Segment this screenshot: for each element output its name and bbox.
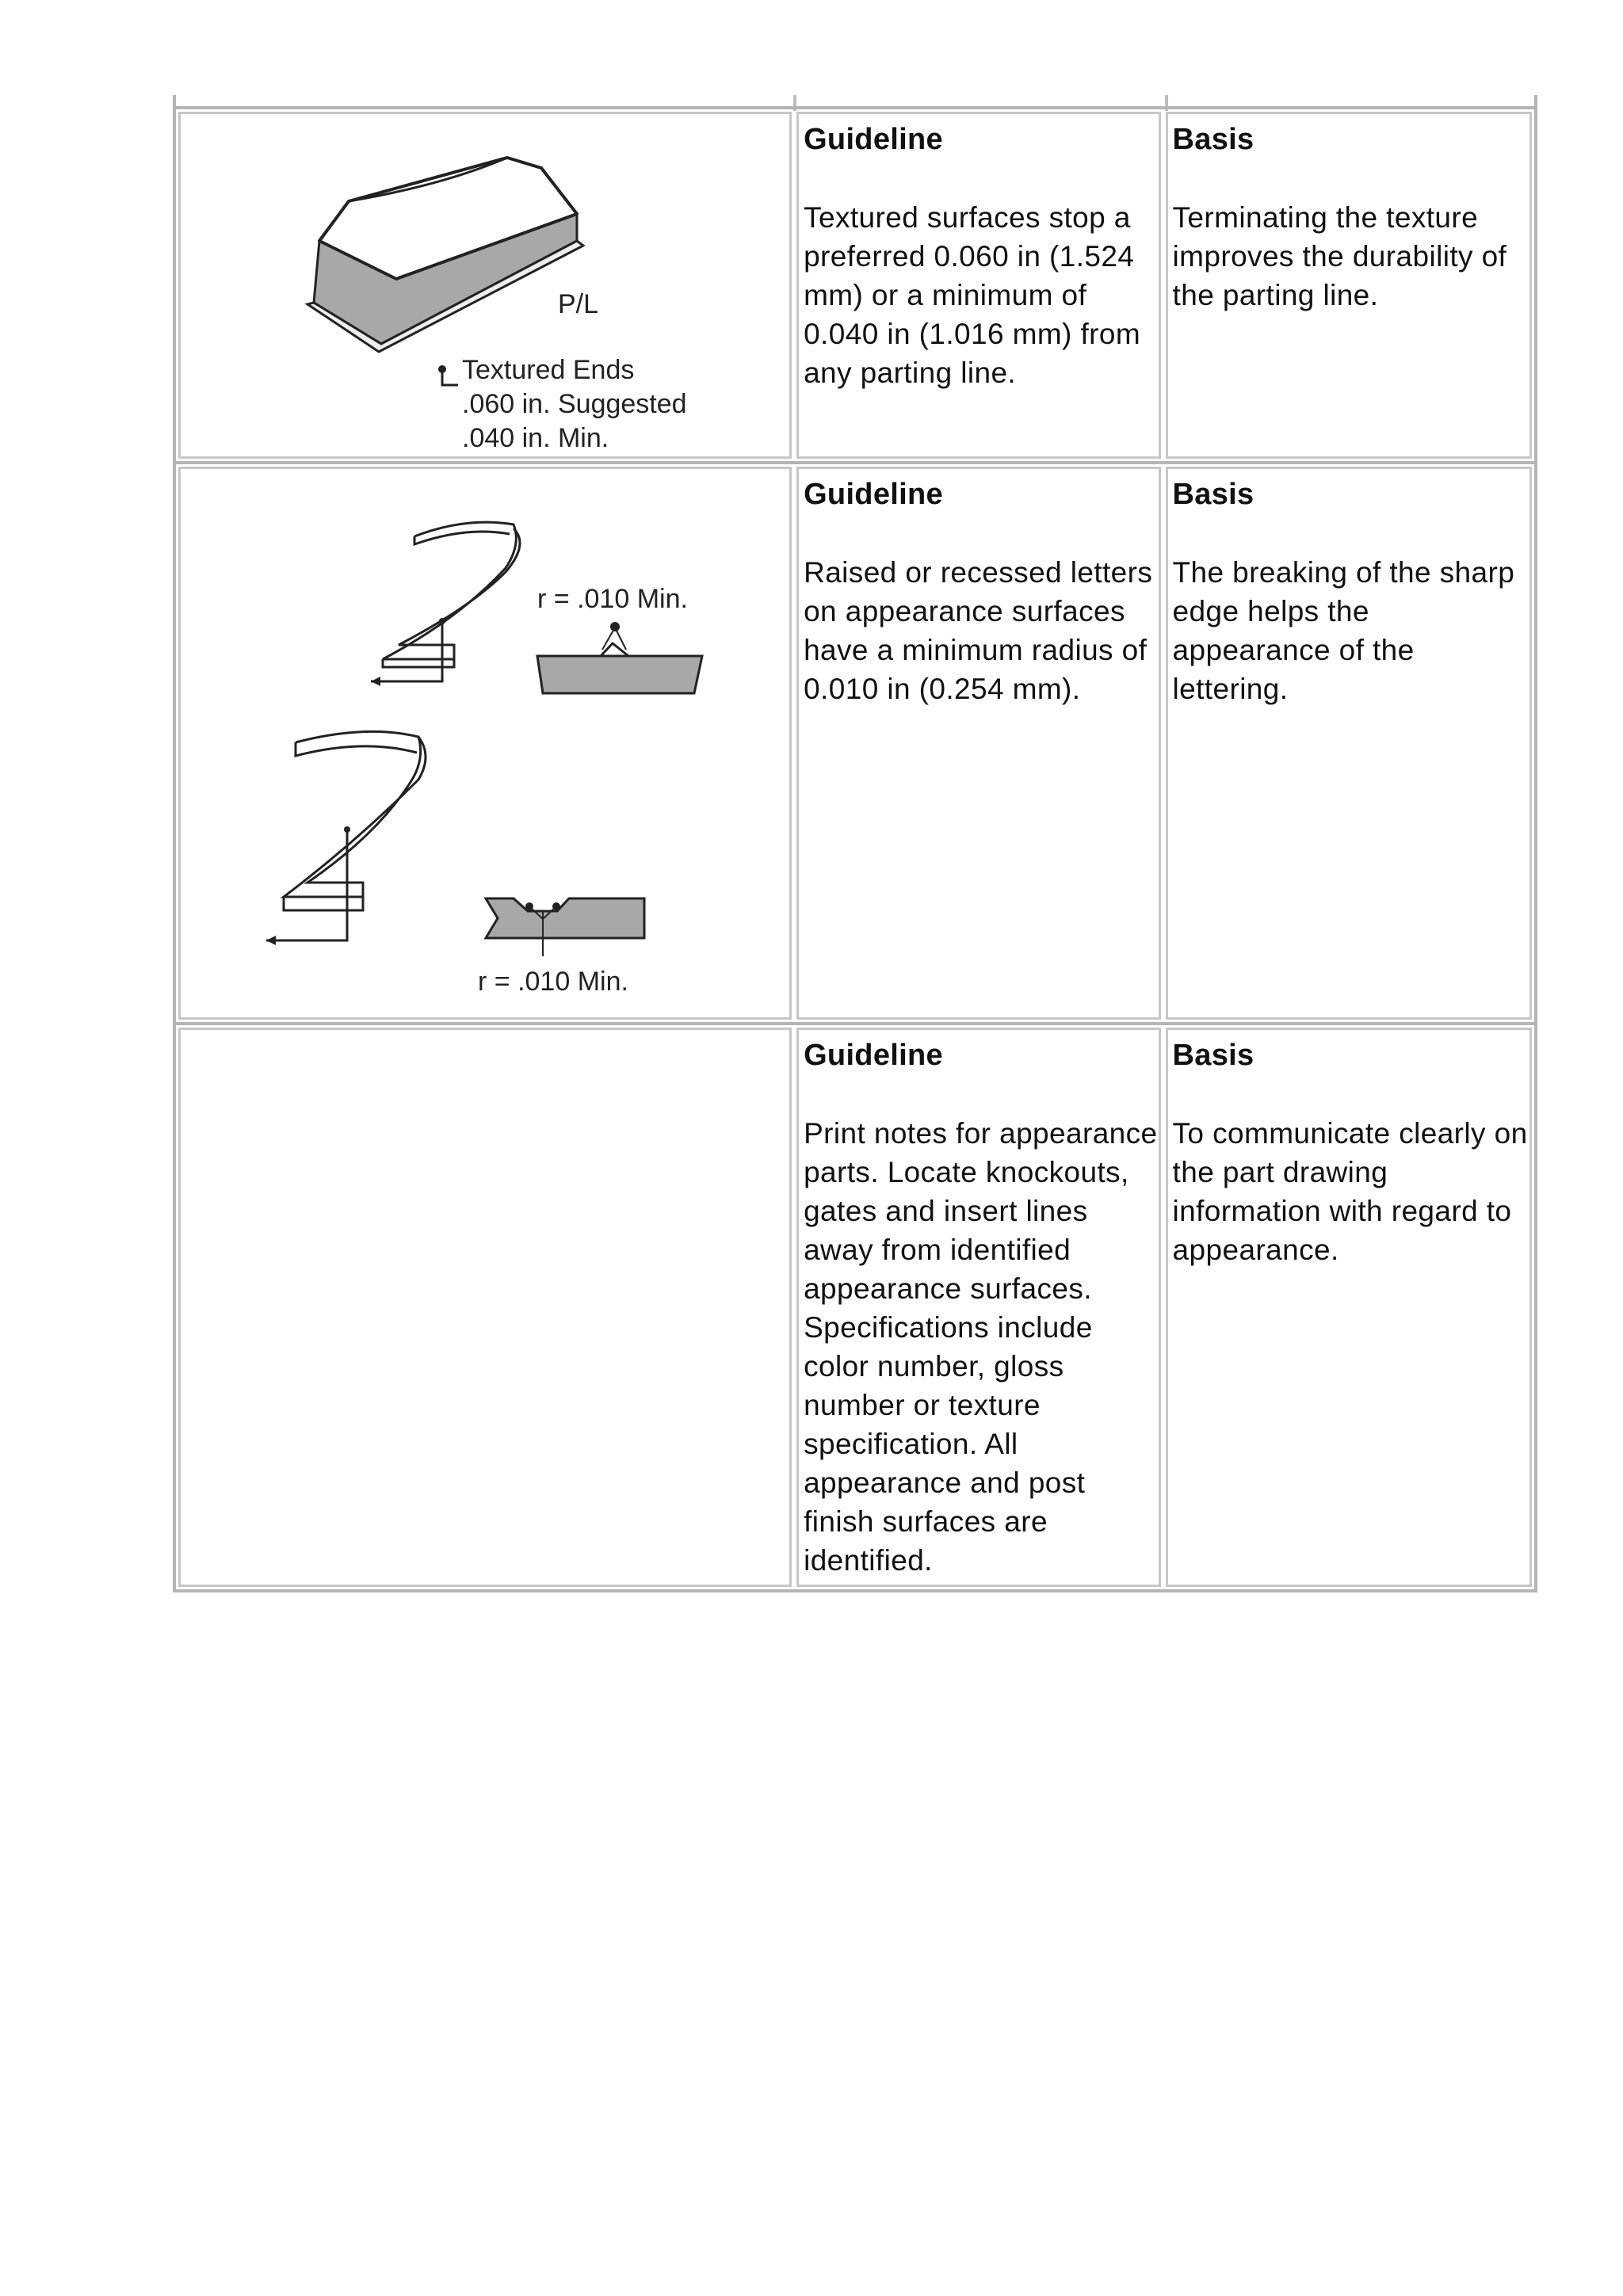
guideline-cell — [796, 1028, 1160, 1587]
suggested-label: .060 in. Suggested — [462, 389, 687, 419]
basis-heading: Basis — [1172, 478, 1254, 511]
guideline-heading: Guideline — [804, 123, 943, 156]
table-row — [176, 106, 1534, 461]
radius-label-bottom: r = .010 Min. — [478, 967, 628, 997]
guideline-heading: Guideline — [804, 478, 943, 511]
table-row — [176, 1022, 1534, 1589]
textured-block-figure — [181, 114, 795, 460]
basis-text: Terminating the texture improves the durability of the parting line. — [1172, 201, 1507, 311]
radius-label-top: r = .010 Min. — [537, 584, 688, 614]
figure-cell — [178, 467, 792, 1020]
table-row — [176, 461, 1534, 1022]
textured-ends-label: Textured Ends — [462, 355, 635, 385]
guideline-text: Print notes for appearance parts. Locate knockouts, gates and insert lines away from identified appearance surfaces. Specifications include color number, gloss number or texture specification. All appearance and post finish surfaces are identified. — [804, 1117, 1158, 1577]
basis-text: To communicate clearly on the part drawing information with regard to appearance. — [1172, 1117, 1528, 1266]
guideline-cell — [796, 112, 1160, 459]
empty-figure-cell — [178, 1028, 792, 1587]
figure-cell — [178, 112, 792, 459]
basis-cell — [1166, 467, 1532, 1020]
guideline-cell — [796, 467, 1160, 1020]
guideline-text: Raised or recessed letters on appearance surfaces have a minimum radius of 0.010 in (0.254 mm). — [804, 556, 1153, 705]
basis-cell — [1166, 112, 1532, 459]
basis-cell — [1166, 1028, 1532, 1587]
lettering-radius-figure — [181, 469, 795, 1020]
guidelines-table — [173, 95, 1537, 1592]
basis-text: The breaking of the sharp edge helps the appearance of the lettering. — [1172, 556, 1515, 705]
basis-heading: Basis — [1172, 123, 1254, 156]
guideline-heading: Guideline — [804, 1039, 943, 1072]
basis-heading: Basis — [1172, 1039, 1254, 1072]
pl-label: P/L — [558, 289, 599, 319]
min-label: .040 in. Min. — [462, 423, 609, 453]
guideline-text: Textured surfaces stop a preferred 0.060 in (1.524 mm) or a minimum of 0.040 in (1.016 mm) from any parting line. — [804, 201, 1141, 389]
